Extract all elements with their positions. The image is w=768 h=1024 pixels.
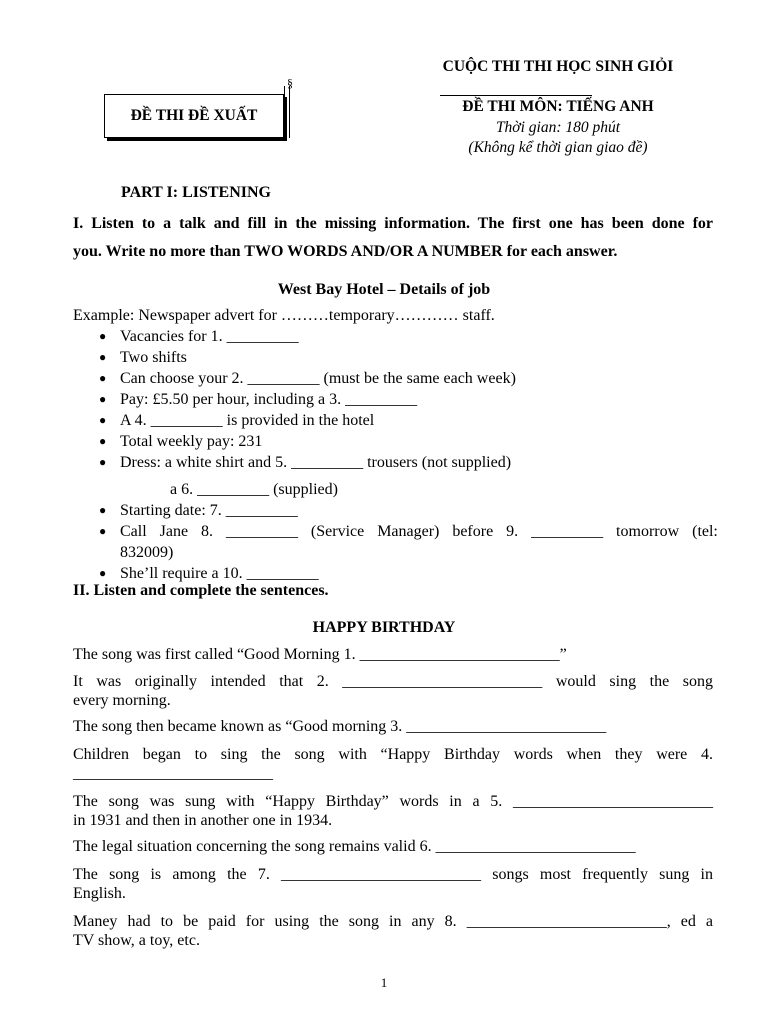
sentence-8-line1: Maney had to be paid for using the song in any 8. _________________________, ed a bbox=[73, 913, 713, 930]
call-line: Call Jane 8. _________ (Service Manager) before 9. _________ tomorrow (tel: bbox=[120, 523, 718, 540]
part2-instruction: II. Listen and complete the sentences. bbox=[73, 582, 329, 599]
sentence-3: The song then became known as “Good morning 3. _________________________ bbox=[73, 718, 607, 735]
list-item: ● Vacancies for 1. _________ bbox=[99, 328, 299, 345]
part1-instruction-line2: you. Write no more than TWO WORDS AND/OR A NUMBER for each answer. bbox=[73, 243, 618, 260]
page-number: 1 bbox=[380, 975, 388, 990]
subject-title: ĐỀ THI MÔN: TIẾNG ANH bbox=[462, 98, 654, 115]
section-mark: § bbox=[287, 76, 293, 90]
list-item: ● She’ll require a 10. _________ bbox=[99, 565, 319, 582]
part1-instruction-line1: I. Listen to a talk and fill in the missing information. The first one has been done for bbox=[73, 215, 713, 232]
example-line: Example: Newspaper advert for ………temporary………… staff. bbox=[73, 307, 495, 324]
contest-title: CUỘC THI THI HỌC SINH GIỎI bbox=[442, 58, 674, 75]
sentence-1: The song was first called “Good Morning 1. _________________________” bbox=[73, 646, 567, 663]
bullet-icon: ● bbox=[99, 566, 107, 580]
sentence-2-line2: every morning. bbox=[73, 692, 171, 709]
sentence-8-line2: TV show, a toy, etc. bbox=[73, 932, 200, 949]
bullet-icon: ● bbox=[99, 434, 107, 448]
proposal-label: ĐỀ THI ĐỀ XUẤT bbox=[130, 107, 258, 124]
list-item: ● Starting date: 7. _________ bbox=[99, 502, 298, 519]
sentence-5-line2: in 1931 and then in another one in 1934. bbox=[73, 812, 333, 829]
sentence-2-line1: It was originally intended that 2. _________________________ would sing the song bbox=[73, 673, 713, 690]
list-item: ● Two shifts bbox=[99, 349, 187, 366]
proposal-box bbox=[104, 94, 284, 138]
bullet-icon: ● bbox=[99, 455, 107, 469]
bullet-icon: ● bbox=[99, 503, 107, 517]
list-item: ● A 4. _________ is provided in the hotel bbox=[99, 412, 375, 429]
title-underline bbox=[440, 95, 592, 96]
list-item-continuation: a 6. _________ (supplied) bbox=[170, 481, 338, 498]
job-details-list bbox=[73, 326, 718, 584]
list-item: ● Can choose your 2. _________ (must be the same each week) bbox=[99, 370, 516, 387]
sentence-5-line1: The song was sung with “Happy Birthday” words in a 5. _________________________ bbox=[73, 793, 713, 810]
bullet-icon: ● bbox=[99, 329, 107, 343]
bullet-icon: ● bbox=[99, 524, 107, 538]
list-item: ● Call Jane 8. _________ (Service Manager) before 9. _________ tomorrow (tel: 832009) bbox=[99, 523, 718, 561]
exam-time-note: (Không kể thời gian giao đề) bbox=[468, 139, 648, 156]
bullet-icon: ● bbox=[99, 371, 107, 385]
exam-time: Thời gian: 180 phút bbox=[495, 119, 621, 136]
sentence-7-line1: The song is among the 7. _________________________ songs most frequently sung in bbox=[73, 866, 713, 883]
part2-title: HAPPY BIRTHDAY bbox=[312, 619, 456, 636]
sentence-4-line2: _________________________ bbox=[73, 765, 273, 782]
list-item: ● Dress: a white shirt and 5. _________ trousers (not supplied) bbox=[99, 454, 512, 471]
part1-title: PART I: LISTENING bbox=[121, 184, 271, 201]
list-item: ● Pay: £5.50 per hour, including a 3. _________ bbox=[99, 391, 418, 408]
sentence-7-line2: English. bbox=[73, 885, 126, 902]
bullet-icon: ● bbox=[99, 413, 107, 427]
sentence-4-line1: Children began to sing the song with “Happy Birthday words when they were 4. bbox=[73, 746, 713, 763]
list-item: ● Total weekly pay: 231 bbox=[99, 433, 263, 450]
bullet-icon: ● bbox=[99, 350, 107, 364]
sentence-6: The legal situation concerning the song remains valid 6. _________________________ bbox=[73, 838, 636, 855]
bullet-icon: ● bbox=[99, 392, 107, 406]
task-title: West Bay Hotel – Details of job bbox=[277, 281, 491, 298]
box-side-lines bbox=[284, 86, 290, 138]
